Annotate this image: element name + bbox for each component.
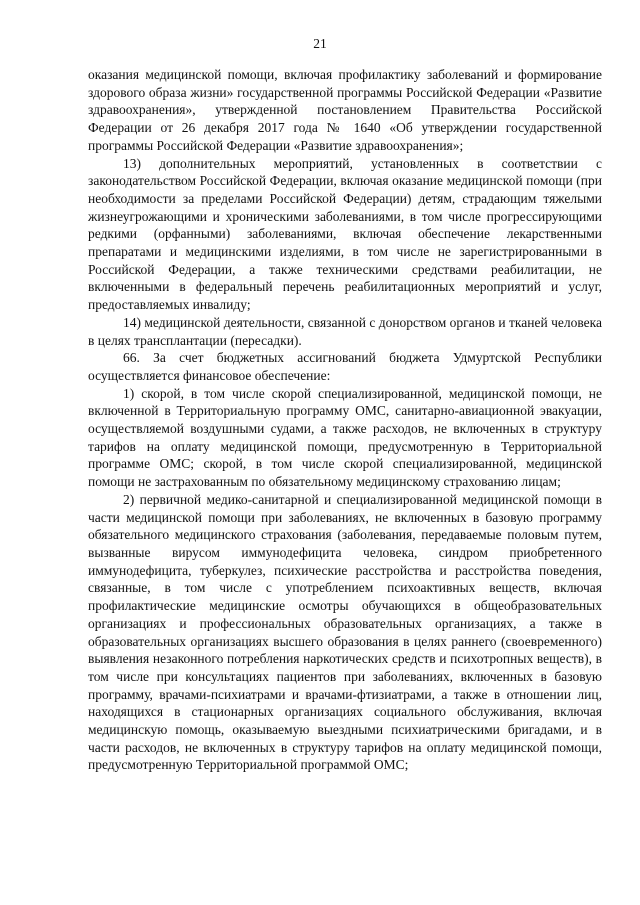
paragraph-section-66-item-1: 1) скорой, в том числе скорой специализированной, медицинской помощи, не включенной в Территориальную программу ОМС, санитарно-авиационной эвакуации, осуществляемой воздушными судами, а также расходов, не включенных в структуру тарифов на оплату медицинской помощи, предусмотренную в Территориальной программе ОМС; скорой, в том числе скорой специализированной, медицинской помощи не застрахованным по обязательному медицинскому страхованию лицам; (88, 385, 602, 490)
paragraph-section-66: 66. За счет бюджетных ассигнований бюджета Удмуртской Республики осуществляется финансовое обеспечение: (88, 350, 602, 383)
paragraph-item-13: 13) дополнительных мероприятий, установленных в соответствии с законодательством Российской Федерации, включая оказание медицинской помощи (при необходимости за пределами Российской Федерации) детям, страдающим тяжелыми жизнеугрожающими и хроническими заболеваниями, в том числе прогрессирующими редкими (орфанными) заболеваниями, включая обеспечение лекарственными препаратами и медицинскими изделиями, в том числе не зарегистрированными в Российской Федерации, а также техническими средствами реабилитации, не включенными в федеральный перечень реабилитационных мероприятий и услуг, предоставляемых инвалиду; (88, 155, 602, 313)
page-number: 21 (313, 36, 327, 51)
paragraph-section-66-item-2: 2) первичной медико-санитарной и специализированной медицинской помощи в части медицинской помощи при заболеваниях, не включенных в базовую программу обязательного медицинского страхования (заболевания, передаваемые половым путем, вызванные вирусом иммунодефицита человека, синдром приобретенного иммунодефицита, туберкулез, психические расстройства и расстройства поведения, связанные, в том числе с употреблением психоактивных веществ, включая профилактические медицинские осмотры обучающихся в общеобразовательных организациях и профессиональных образовательных организациях, а также в образовательных организациях высшего образования в целях раннего (своевременного) выявления незаконного потребления наркотических средств и психотропных веществ), в том числе при консультациях пациентов при заболеваниях, включенных в базовую программу, врачами-психиатрами и врачами-фтизиатрами, а также в отношении лиц, находящихся в стационарных организациях социального обслуживания, включая медицинскую помощь, оказываемую выездными психиатрическими бригадами, и в части расходов, не включенных в структуру тарифов на оплату медицинской помощи, предусмотренную Территориальной программой ОМС; (88, 491, 602, 773)
paragraph-item-12-continuation: оказания медицинской помощи, включая профилактику заболеваний и формирование здорового образа жизни» государственной программы Российской Федерации «Развитие здравоохранения», утвержденной постановлением Правительства Российской Федерации от 26 декабря 2017 года № 1640 «Об утверждении государственной программы Российской Федерации «Развитие здравоохранения»; (88, 67, 602, 153)
document-body (88, 66, 602, 774)
paragraph-item-14: 14) медицинской деятельности, связанной с донорством органов и тканей человека в целях трансплантации (пересадки). (88, 314, 602, 348)
